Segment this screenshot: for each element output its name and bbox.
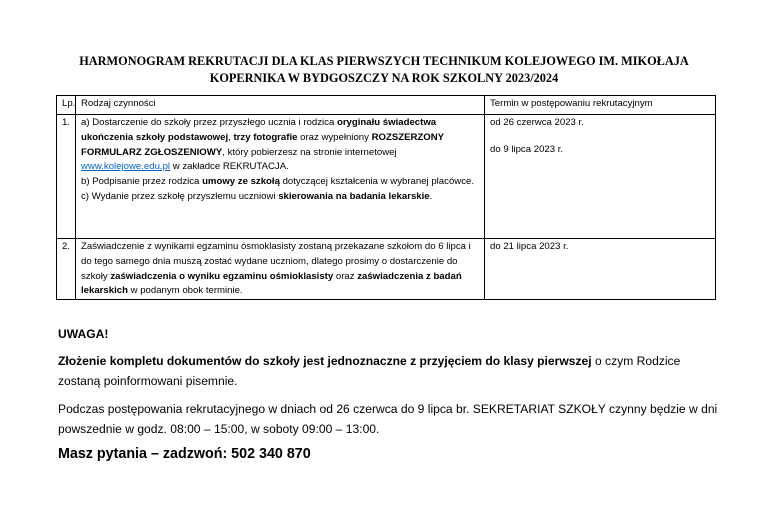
- notice-paragraph-1: [58, 351, 718, 391]
- term-end: do 9 lipca 2023 r.: [490, 143, 564, 155]
- header-activity: Rodzaj czynności: [76, 96, 485, 115]
- term-start: od 26 czerwca 2023 r.: [490, 117, 584, 128]
- row2-bold-medical-certificate: zaświadczenia z badań lekarskich: [81, 270, 462, 297]
- notice-paragraph-1-rest: o czym Rodzice zostaną poinformowani pisemnie.: [58, 354, 681, 388]
- row2-text-1: Zaświadczenie z wynikami egzaminu ósmoklasisty zostaną przekazane szkołom do 6 lipca i do tego samego dnia muszą zostać wydane uczniom, dlatego prosimy o dostarczenie do szkoły: [81, 241, 471, 282]
- step-a-text-4: , który pobierzesz na stronie internetowej: [222, 146, 397, 158]
- contact-phone: Masz pytania – zadzwoń: 502 340 870: [58, 446, 311, 462]
- step-a-text-2: ,: [228, 131, 234, 143]
- step-c-bold-referral: skierowania na badania lekarskie: [278, 190, 430, 202]
- title-line-1: HARMONOGRAM REKRUTACJI DLA KLAS PIERWSZYCH TECHNIKUM KOLEJOWEGO IM. MIKOŁAJA: [79, 54, 689, 68]
- deadline-cell: do 21 lipca 2023 r.: [485, 239, 716, 300]
- step-b: [81, 175, 479, 190]
- table-row: [57, 239, 716, 300]
- step-b-text-2: dotyczącej kształcenia w wybranej placówce.: [279, 176, 475, 188]
- step-b-text-1: b) Podpisanie przez rodzica: [81, 176, 203, 188]
- notice-paragraph-2: Podczas postępowania rekrutacyjnego w dniach od 26 czerwca do 9 lipca br. SEKRETARIAT SZKOŁY czynny będzie w dni powszednie w godz. 08:00 – 15:00, w soboty 09:00 – 13:00.: [58, 402, 718, 436]
- title-line-2: KOPERNIKA W BYDGOSZCZY NA ROK SZKOLNY 2023/2024: [209, 71, 559, 85]
- row2-text-2: oraz: [333, 270, 358, 282]
- activity-cell: [76, 239, 485, 300]
- header-lp: Lp.: [57, 96, 76, 115]
- step-c-text-1: c) Wydanie przez szkołę przyszłemu uczniowi: [81, 190, 279, 202]
- document-title: [40, 53, 728, 87]
- step-a-bold-form: ROZSZERZONY FORMULARZ ZGŁOSZENIOWY: [81, 131, 444, 158]
- step-a: [81, 116, 479, 175]
- step-c-text-2: .: [429, 190, 433, 202]
- row-number: 1.: [57, 115, 76, 239]
- activity-cell: [76, 115, 485, 239]
- row2-bold-exam-certificate: zaświadczenia o wyniku egzaminu ośmioklasisty: [110, 270, 334, 282]
- header-deadline: Termin w postępowaniu rekrutacyjnym: [485, 96, 716, 115]
- row-number: 2.: [57, 239, 76, 300]
- step-a-bold-photos: trzy fotografie: [233, 131, 298, 143]
- step-b-bold-contract: umowy ze szkołą: [202, 176, 280, 188]
- table-header-row: [57, 96, 716, 115]
- step-c: [81, 190, 479, 205]
- step-a-text-5: w zakładce REKRUTACJA.: [170, 161, 289, 173]
- step-a-text-1: a) Dostarczenie do szkoły przez przyszłego ucznia i rodzica: [81, 117, 337, 128]
- school-website-link[interactable]: www.kolejowe.edu.pl: [81, 161, 171, 173]
- step-a-bold-certificate: oryginału świadectwa ukończenia szkoły podstawowej: [81, 117, 437, 143]
- notice-heading: UWAGA!: [58, 327, 109, 341]
- recruitment-schedule-table: [56, 95, 716, 300]
- table-row: [57, 115, 716, 239]
- notice-paragraph-1-bold: Złożenie kompletu dokumentów do szkoły jest jednoznaczne z przyjęciem do klasy pierwszej: [58, 354, 592, 368]
- row2-text-3: w podanym obok terminie.: [127, 285, 243, 297]
- step-a-text-3: oraz wypełniony: [297, 131, 372, 143]
- deadline-cell: [485, 115, 716, 239]
